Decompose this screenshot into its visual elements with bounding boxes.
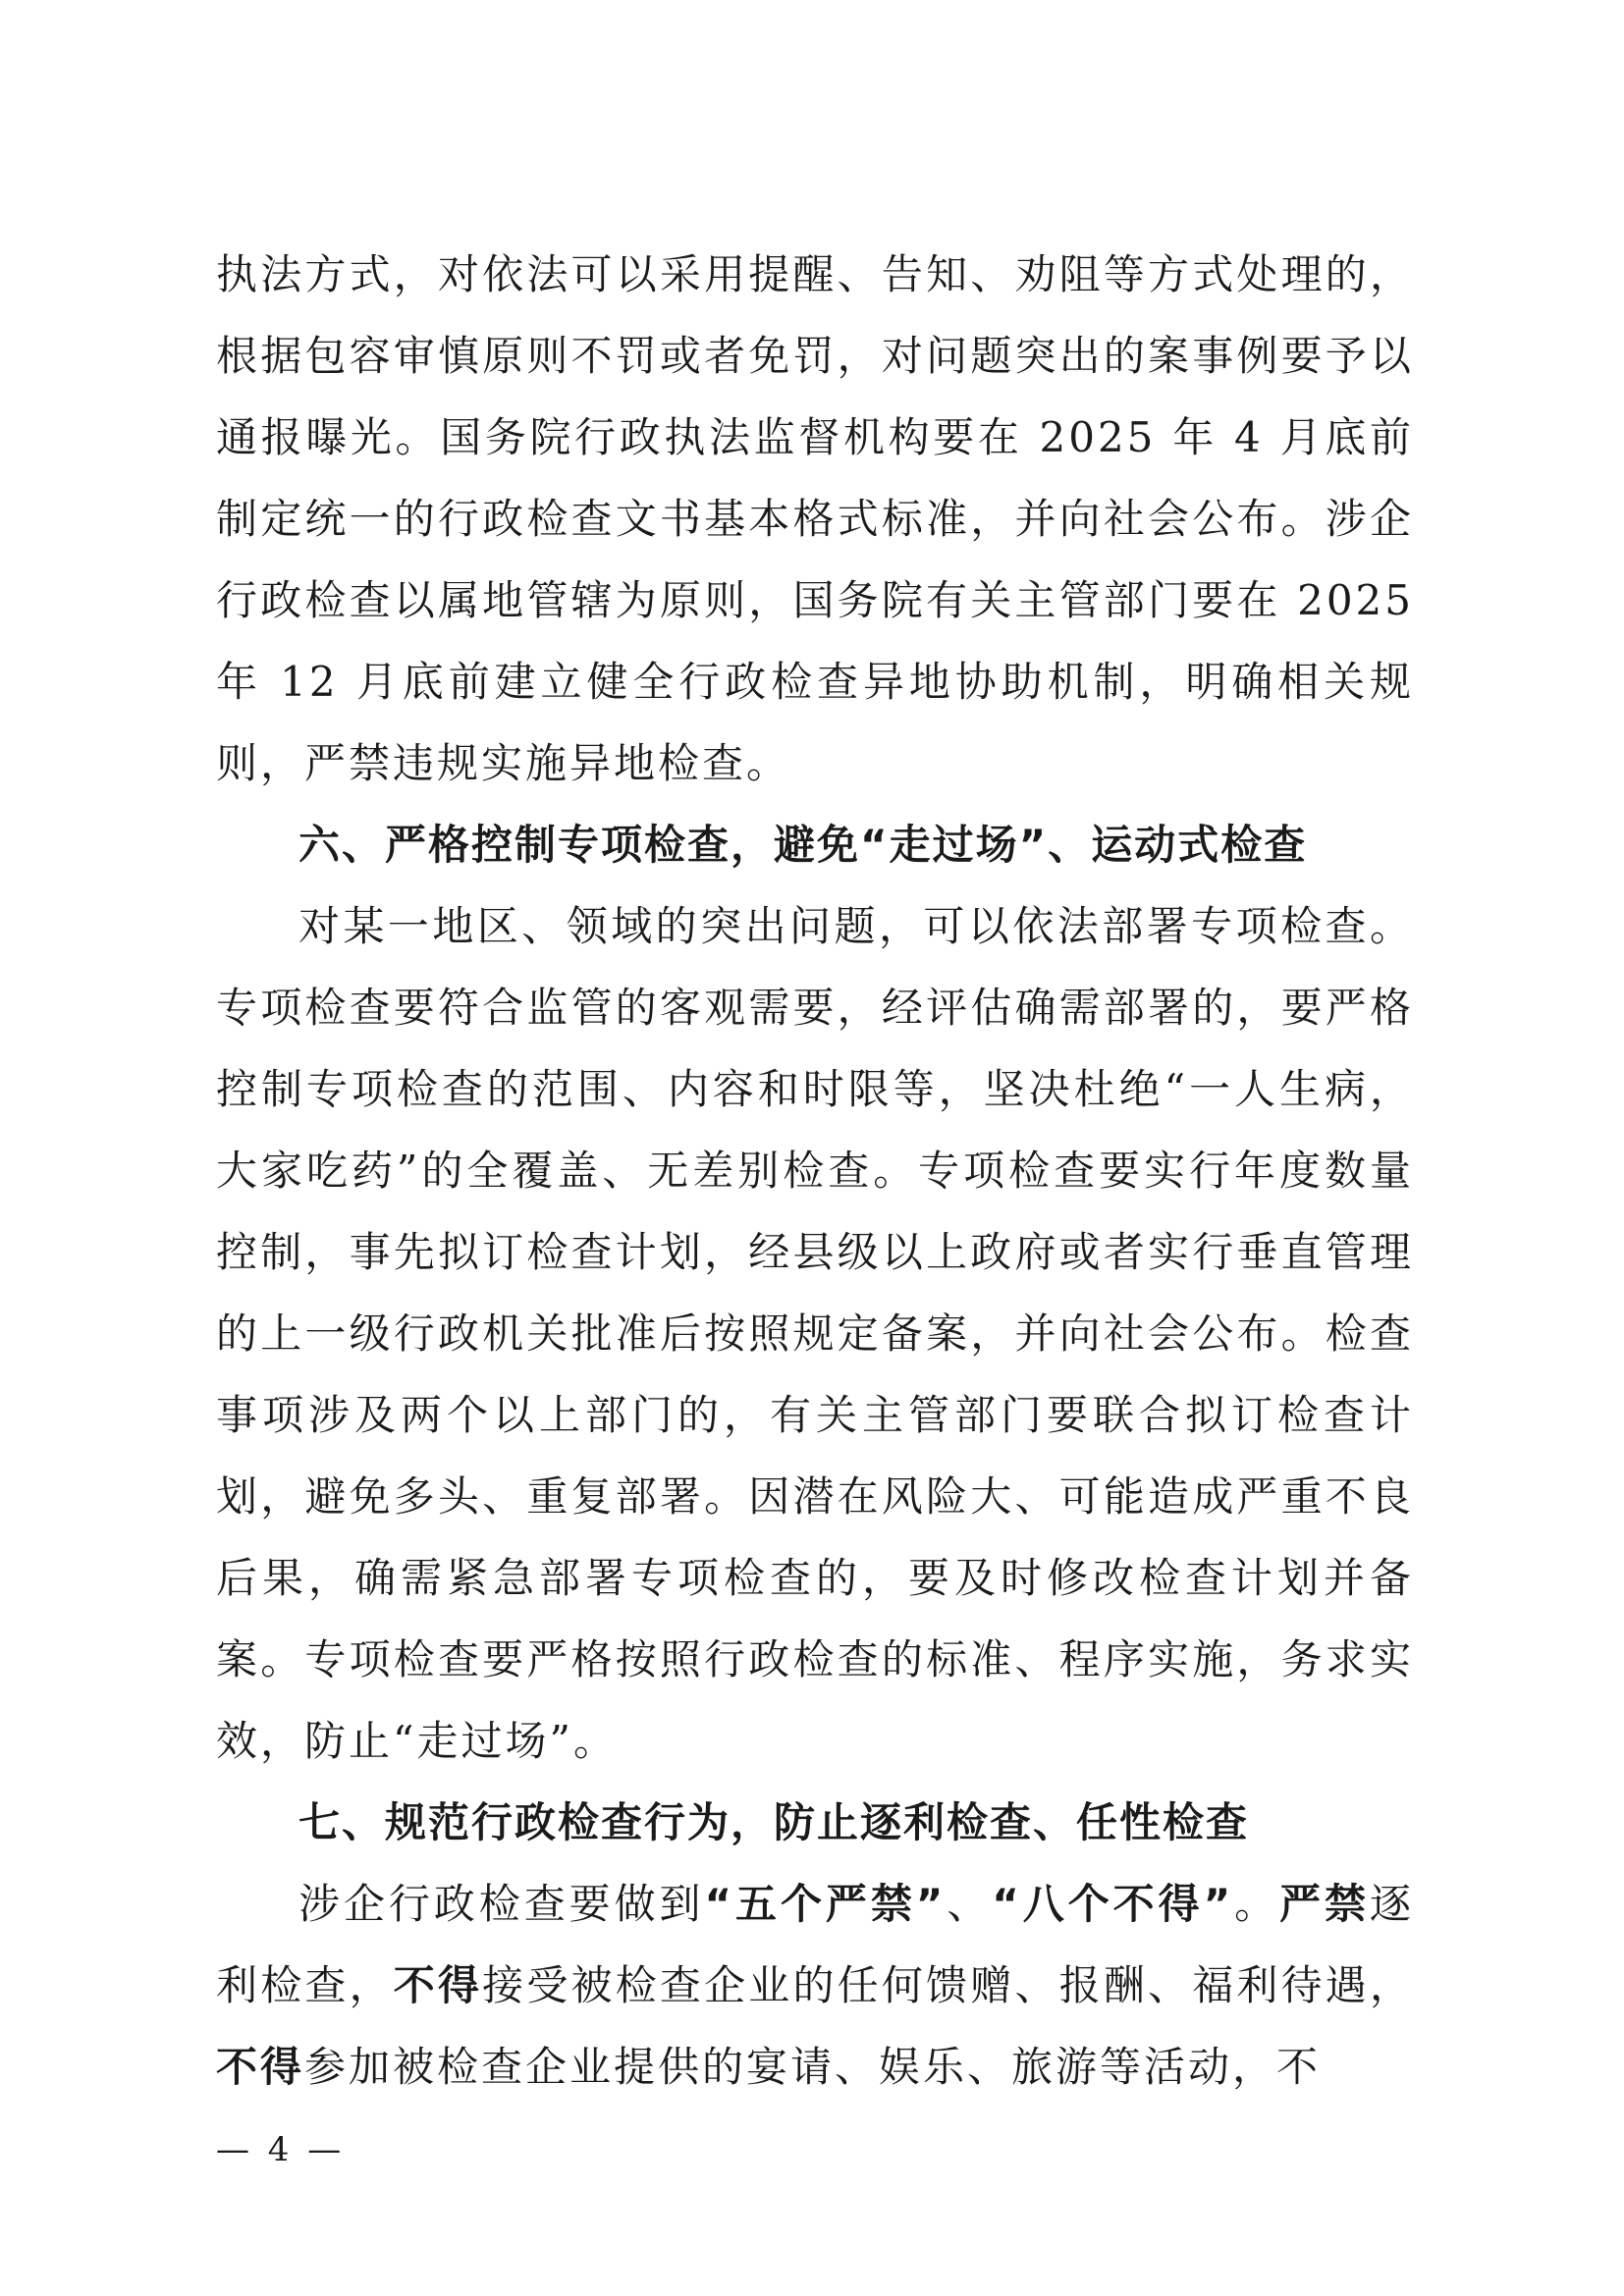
paragraph-text: 。 [1233, 1880, 1280, 1928]
page-number: — 4 — [216, 2130, 346, 2169]
paragraph-text: 接受被检查企业的任何馈赠、报酬、福利待遇， [482, 1961, 1414, 2009]
section-7-heading: 七、规范行政检查行为，防止逐利检查、任性检查 [298, 1798, 1250, 1846]
body-text [216, 234, 1414, 2108]
paragraph-text: 参加被检查企业提供的宴请、娱乐、旅游等活动，不 [304, 2043, 1322, 2091]
paragraph-text: 逐利检查， [216, 1880, 1414, 2009]
paragraph-text: 涉企行政检查要做到 [298, 1880, 705, 1928]
emphasis-five-prohibitions: “五个严禁” [704, 1880, 947, 1928]
emphasis-strictly-prohibited: 严禁 [1279, 1880, 1370, 1928]
paragraph-text: 、 [946, 1880, 993, 1928]
emphasis-not-allowed: 不得 [216, 2043, 305, 2091]
emphasis-eight-not-allowed: “八个不得” [992, 1880, 1234, 1928]
section-6-heading: 六、严格控制专项检查，避免“走过场”、运动式检查 [298, 821, 1308, 869]
section-6-paragraph: 对某一地区、领域的突出问题，可以依法部署专项检查。专项检查要符合监管的客观需要，经评估确需部署的，要严格控制专项检查的范围、内容和时限等，坚决杜绝“一人生病，大家吃药”的全覆盖、无差别检查。专项检查要实行年度数量控制，事先拟订检查计划，经县级以上政府或者实行垂直管理的上一级行政机关批准后按照规定备案，并向社会公布。检查事项涉及两个以上部门的，有关主管部门要联合拟订检查计划，避免多头、重复部署。因潜在风险大、可能造成严重不良后果，确需紧急部署专项检查的，要及时修改检查计划并备案。专项检查要严格按照行政检查的标准、程序实施，务求实效，防止“走过场”。 [216, 902, 1414, 1765]
emphasis-not-allowed: 不得 [393, 1961, 483, 2009]
section-7-paragraph [216, 1863, 1414, 2108]
continuation-paragraph: 执法方式，对依法可以采用提醒、告知、劝阻等方式处理的，根据包容审慎原则不罚或者免罚，对问题突出的案事例要予以通报曝光。国务院行政执法监督机构要在 2025 年 4 月底前制定统一的行政检查文书基本格式标准，并向社会公布。涉企行政检查以属地管辖为原则，国务院有关主管部门要在 2025 年 12 月底前建立健全行政检查异地协助机制，明确相关规则，严禁违规实施异地检查。 [216, 250, 1414, 787]
